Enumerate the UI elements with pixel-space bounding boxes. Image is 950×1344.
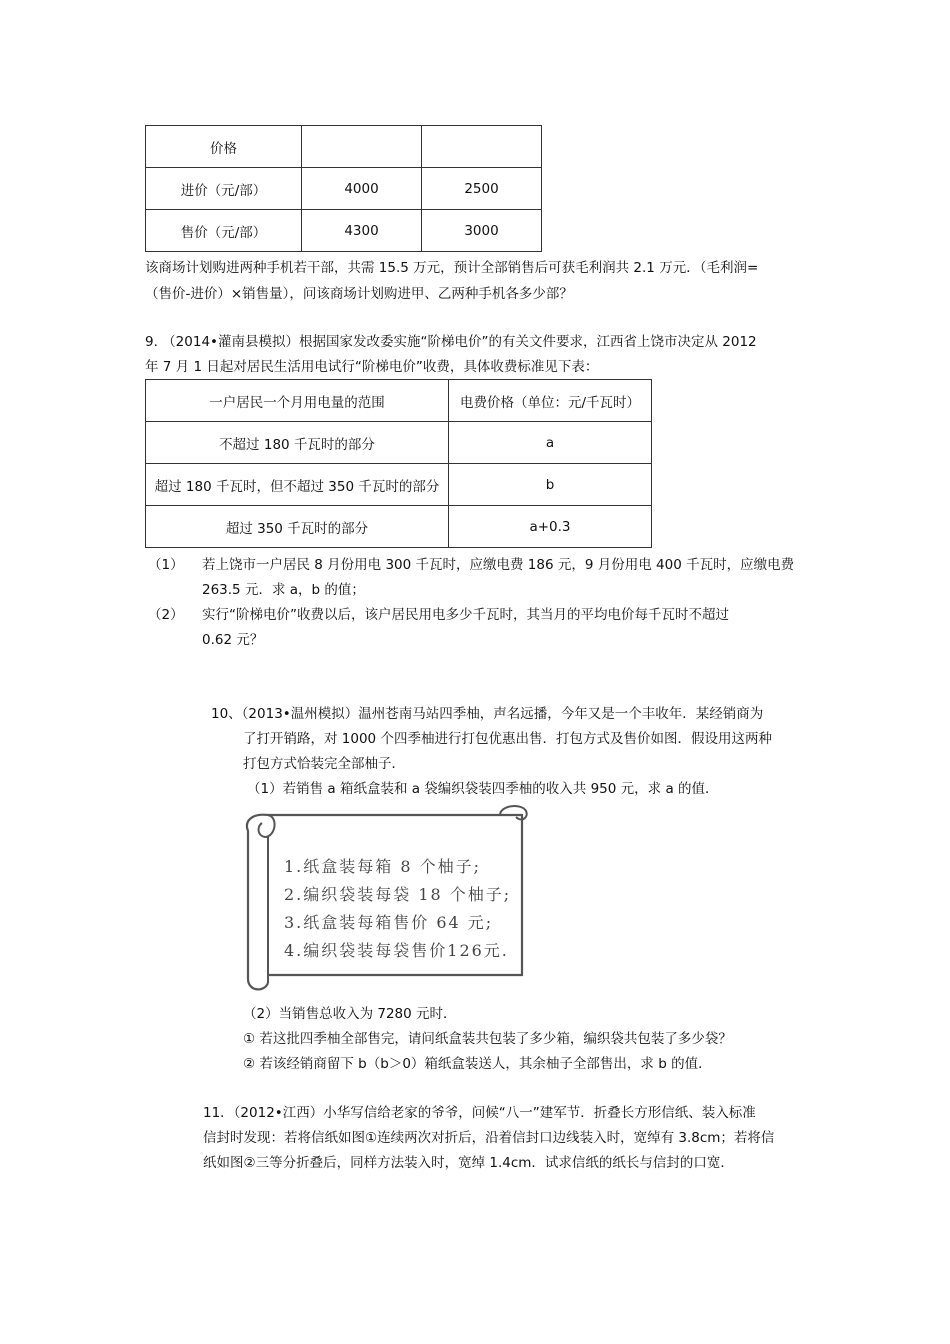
q9-sub1-number: （1） bbox=[148, 557, 184, 573]
table-cell: 价格 bbox=[146, 126, 302, 168]
electricity-price-table bbox=[145, 379, 652, 548]
scroll-line: 1.纸盒装每箱 8 个柚子; bbox=[284, 857, 482, 876]
table-cell: a+0.3 bbox=[449, 506, 652, 548]
table-cell: 一户居民一个月用电量的范围 bbox=[146, 380, 449, 422]
table-cell: 超过 180 千瓦时，但不超过 350 千瓦时的部分 bbox=[146, 464, 449, 506]
table-cell: 超过 350 千瓦时的部分 bbox=[146, 506, 449, 548]
q9-line: 9. （2014•灌南县模拟）根据国家发改委实施“阶梯电价”的有关文件要求，江西省上饶市决定从 2012 bbox=[145, 334, 757, 350]
table-row bbox=[146, 380, 652, 422]
table-cell: 售价（元/部） bbox=[146, 210, 302, 252]
q8-text-line: 该商场计划购进两种手机若干部，共需 15.5 万元，预计全部销售后可获毛利润共 2.1 万元．（毛利润= bbox=[145, 260, 759, 276]
q10-line: 打包方式恰装完全部柚子． bbox=[243, 756, 405, 772]
q9-sub2-number: （2） bbox=[148, 607, 184, 623]
table-row bbox=[146, 422, 652, 464]
table-row bbox=[146, 168, 542, 210]
phone-price-table bbox=[145, 125, 542, 252]
table-cell: 3000 bbox=[422, 210, 542, 252]
q9-sub2-text: 实行“阶梯电价”收费以后，该户居民用电多少千瓦时，其当月的平均电价每千瓦时不超过 bbox=[202, 607, 729, 623]
q10-part1: （1）若销售 a 箱纸盒装和 a 袋编织袋装四季柚的收入共 950 元，求 a 的值． bbox=[247, 781, 719, 797]
table-row bbox=[146, 464, 652, 506]
q8-text-line: （售价-进价）×销售量），问该商场计划购进甲、乙两种手机各多少部？ bbox=[145, 286, 573, 302]
q11-line: 11．（2012•江西）小华写信给老家的爷爷，问候“八一”建军节．折叠长方形信纸、装入标准 bbox=[203, 1105, 756, 1121]
q11-line: 信封时发现：若将信纸如图①连续两次对折后，沿着信封口边线装入时，宽绰有 3.8cm；若将信 bbox=[203, 1130, 775, 1146]
table-cell: 电费价格（单位：元/千瓦时） bbox=[449, 380, 652, 422]
q10-part2-ii: ② 若该经销商留下 b（b＞0）箱纸盒装送人，其余柚子全部售出，求 b 的值． bbox=[243, 1056, 712, 1072]
table-cell: 进价（元/部） bbox=[146, 168, 302, 210]
table-row bbox=[146, 126, 542, 168]
q11-line: 纸如图②三等分折叠后，同样方法装入时，宽绰 1.4cm．试求信纸的纸长与信封的口宽． bbox=[203, 1155, 734, 1171]
scroll-line: 4.编织袋装每袋售价126元. bbox=[284, 941, 509, 960]
table-cell: 4000 bbox=[302, 168, 422, 210]
q10-part2-i: ① 若这批四季柚全部售完，请问纸盒装共包装了多少箱，编织袋共包装了多少袋？ bbox=[243, 1031, 732, 1047]
table-cell: 4300 bbox=[302, 210, 422, 252]
table-cell: 2500 bbox=[422, 168, 542, 210]
table-row bbox=[146, 506, 652, 548]
q9-sub1-text: 263.5 元．求 a，b 的值； bbox=[202, 582, 365, 598]
table-row bbox=[146, 210, 542, 252]
table-cell: b bbox=[449, 464, 652, 506]
scroll-illustration bbox=[238, 801, 532, 996]
q10-line: 10、（2013•温州模拟）温州苍南马站四季柚，声名远播，今年又是一个丰收年．某经销商为 bbox=[211, 706, 764, 722]
scroll-line: 3.纸盒装每箱售价 64 元; bbox=[284, 913, 494, 932]
table-cell: a bbox=[449, 422, 652, 464]
table-cell bbox=[422, 126, 542, 168]
table-cell bbox=[302, 126, 422, 168]
table-cell: 不超过 180 千瓦时的部分 bbox=[146, 422, 449, 464]
q10-part2: （2）当销售总收入为 7280 元时． bbox=[243, 1006, 457, 1022]
q9-sub2-text: 0.62 元？ bbox=[202, 632, 264, 648]
q10-line: 了打开销路，对 1000 个四季柚进行打包优惠出售．打包方式及售价如图．假设用这两种 bbox=[243, 731, 772, 747]
q9-line: 年 7 月 1 日起对居民生活用电试行“阶梯电价”收费，具体收费标准见下表： bbox=[145, 359, 599, 375]
scroll-line: 2.编织袋装每袋 18 个柚子; bbox=[284, 885, 512, 904]
q9-sub1-text: 若上饶市一户居民 8 月份用电 300 千瓦时，应缴电费 186 元，9 月份用电 400 千瓦时，应缴电费 bbox=[202, 557, 795, 573]
